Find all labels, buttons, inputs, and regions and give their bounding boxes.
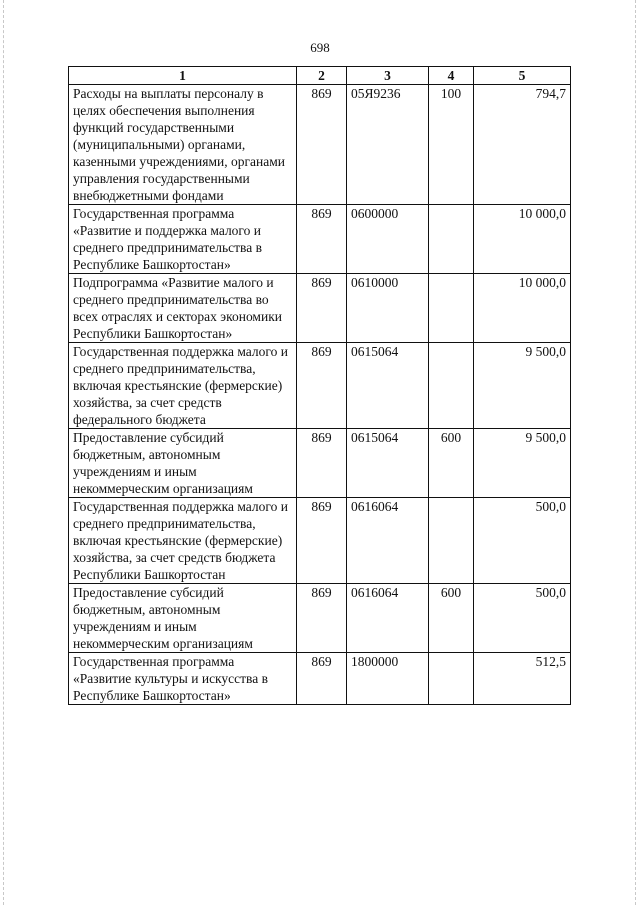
table-header-row bbox=[69, 67, 571, 85]
row-code-expense-type bbox=[429, 274, 474, 343]
row-code-ministry: 869 bbox=[297, 429, 347, 498]
row-code-expense-type: 600 bbox=[429, 429, 474, 498]
row-code-ministry: 869 bbox=[297, 85, 347, 205]
row-name: Подпрограмма «Развитие малого и среднего предпринимательства во всех отраслях и секторах экономики Республики Башкортостан» bbox=[69, 274, 297, 343]
row-name: Государственная поддержка малого и среднего предпринимательства, включая крестьянские (фермерские) хозяйства, за счет средств федерального бюджета bbox=[69, 343, 297, 429]
table-row bbox=[69, 343, 571, 429]
page-number: 698 bbox=[310, 40, 330, 55]
row-amount: 512,5 bbox=[474, 653, 571, 705]
column-header-1: 1 bbox=[69, 67, 297, 85]
row-name: Расходы на выплаты персоналу в целях обеспечения выполнения функций государственными (муниципальными) органами, казенными учреждениями, органами управления государственными внебюджетными фондами bbox=[69, 85, 297, 205]
column-header-2: 2 bbox=[297, 67, 347, 85]
row-code-ministry: 869 bbox=[297, 653, 347, 705]
table-row bbox=[69, 274, 571, 343]
row-code-target: 0616064 bbox=[347, 584, 429, 653]
budget-table bbox=[68, 66, 571, 705]
row-code-expense-type: 600 bbox=[429, 584, 474, 653]
row-amount: 10 000,0 bbox=[474, 205, 571, 274]
row-amount: 500,0 bbox=[474, 498, 571, 584]
table-row bbox=[69, 429, 571, 498]
row-code-target: 0615064 bbox=[347, 429, 429, 498]
row-code-ministry: 869 bbox=[297, 498, 347, 584]
row-name: Государственная программа «Развитие культуры и искусства в Республике Башкортостан» bbox=[69, 653, 297, 705]
scan-edge-left bbox=[3, 0, 5, 905]
table-row bbox=[69, 205, 571, 274]
column-header-4: 4 bbox=[429, 67, 474, 85]
row-amount: 9 500,0 bbox=[474, 429, 571, 498]
row-code-ministry: 869 bbox=[297, 274, 347, 343]
row-code-target: 1800000 bbox=[347, 653, 429, 705]
row-code-expense-type: 100 bbox=[429, 85, 474, 205]
row-code-target: 05Я9236 bbox=[347, 85, 429, 205]
scan-edge-right bbox=[635, 0, 637, 905]
column-header-3: 3 bbox=[347, 67, 429, 85]
row-amount: 500,0 bbox=[474, 584, 571, 653]
table-row bbox=[69, 653, 571, 705]
row-name: Предоставление субсидий бюджетным, автономным учреждениям и иным некоммерческим организациям bbox=[69, 584, 297, 653]
row-name: Государственная поддержка малого и среднего предпринимательства, включая крестьянские (фермерские) хозяйства, за счет средств бюджета Республики Башкортостан bbox=[69, 498, 297, 584]
row-code-target: 0616064 bbox=[347, 498, 429, 584]
row-code-ministry: 869 bbox=[297, 343, 347, 429]
row-code-expense-type bbox=[429, 498, 474, 584]
table-row bbox=[69, 498, 571, 584]
row-code-target: 0610000 bbox=[347, 274, 429, 343]
row-code-expense-type bbox=[429, 653, 474, 705]
row-amount: 9 500,0 bbox=[474, 343, 571, 429]
row-amount: 10 000,0 bbox=[474, 274, 571, 343]
table-row bbox=[69, 584, 571, 653]
row-code-expense-type bbox=[429, 343, 474, 429]
row-code-expense-type bbox=[429, 205, 474, 274]
row-code-target: 0615064 bbox=[347, 343, 429, 429]
table-row bbox=[69, 85, 571, 205]
row-name: Предоставление субсидий бюджетным, автономным учреждениям и иным некоммерческим организациям bbox=[69, 429, 297, 498]
row-name: Государственная программа «Развитие и поддержка малого и среднего предпринимательства в Республике Башкортостан» bbox=[69, 205, 297, 274]
column-header-5: 5 bbox=[474, 67, 571, 85]
row-code-target: 0600000 bbox=[347, 205, 429, 274]
row-code-ministry: 869 bbox=[297, 584, 347, 653]
row-code-ministry: 869 bbox=[297, 205, 347, 274]
row-amount: 794,7 bbox=[474, 85, 571, 205]
